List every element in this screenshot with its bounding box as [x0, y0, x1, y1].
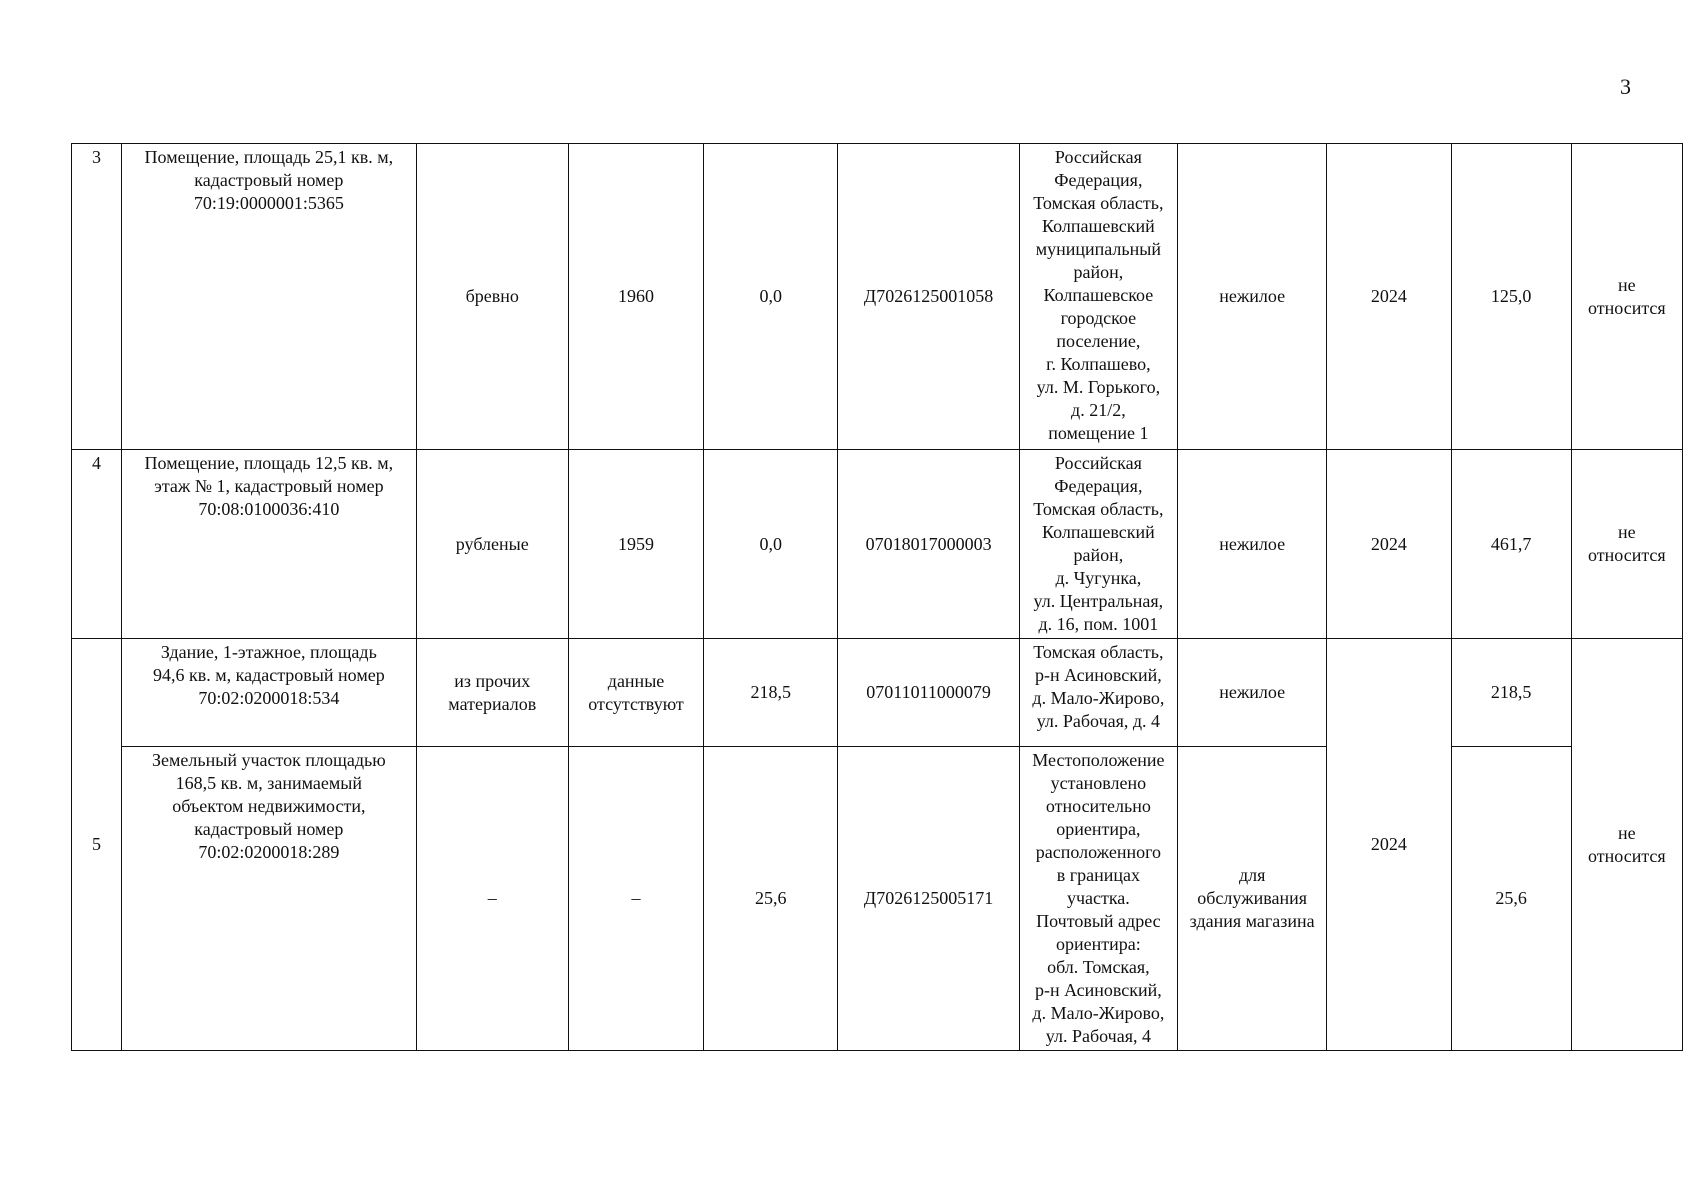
object-description: Здание, 1-этажное, площадь 94,6 кв. м, кадастровый номер 70:02:0200018:534: [122, 639, 417, 747]
construction-year: 1959: [568, 450, 703, 639]
wall-material: бревно: [416, 144, 568, 450]
row-number: 4: [72, 450, 122, 639]
plan-year: 2024: [1327, 144, 1451, 450]
page-number: 3: [1620, 74, 1631, 99]
object-address: Томская область, р-н Асиновский, д. Мало-Жирово, ул. Рабочая, д. 4: [1019, 639, 1177, 747]
table-row: [72, 144, 1683, 450]
construction-year: данные отсутствуют: [568, 639, 703, 747]
registry-code: 07018017000003: [838, 450, 1019, 639]
table-row: [72, 639, 1683, 747]
value-cell: 0,0: [704, 144, 838, 450]
wall-material: из прочих материалов: [416, 639, 568, 747]
registry-code: 07011011000079: [838, 639, 1019, 747]
value-cell: 0,0: [704, 450, 838, 639]
registry-code: Д7026125001058: [838, 144, 1019, 450]
object-address: Местоположение установлено относительно ориентира, расположенного в границах участка. Почтовый адрес ориентира: обл. Томская, р-н Асиновский, д. Мало-Жирово, ул. Рабочая, 4: [1019, 747, 1177, 1051]
object-purpose: для обслуживания здания магазина: [1178, 747, 1327, 1051]
object-area: 218,5: [1451, 639, 1571, 747]
row-number: 3: [72, 144, 122, 450]
object-purpose: нежилое: [1178, 639, 1327, 747]
object-area: 125,0: [1451, 144, 1571, 450]
object-address: Российская Федерация, Томская область, Колпашевский район, д. Чугунка, ул. Центральная, д. 16, пом. 1001: [1019, 450, 1177, 639]
plan-year: 2024: [1327, 639, 1451, 1051]
object-area: 461,7: [1451, 450, 1571, 639]
object-description: Помещение, площадь 12,5 кв. м, этаж № 1, кадастровый номер 70:08:0100036:410: [122, 450, 417, 639]
row-number: 5: [72, 639, 122, 1051]
object-purpose: нежилое: [1178, 450, 1327, 639]
object-description: Помещение, площадь 25,1 кв. м, кадастровый номер 70:19:0000001:5365: [122, 144, 417, 450]
note-cell: не относится: [1571, 450, 1682, 639]
property-registry-table: [71, 143, 1683, 1051]
object-purpose: нежилое: [1178, 144, 1327, 450]
plan-year: 2024: [1327, 450, 1451, 639]
wall-material: рубленые: [416, 450, 568, 639]
object-area: 25,6: [1451, 747, 1571, 1051]
registry-code: Д7026125005171: [838, 747, 1019, 1051]
wall-material: –: [416, 747, 568, 1051]
note-cell: не относится: [1571, 144, 1682, 450]
object-address: Российская Федерация, Томская область, Колпашевский муниципальный район, Колпашевское городское поселение, г. Колпашево, ул. М. Горького, д. 21/2, помещение 1: [1019, 144, 1177, 450]
value-cell: 218,5: [704, 639, 838, 747]
construction-year: 1960: [568, 144, 703, 450]
value-cell: 25,6: [704, 747, 838, 1051]
construction-year: –: [568, 747, 703, 1051]
note-cell: не относится: [1571, 639, 1682, 1051]
table-row: [72, 450, 1683, 639]
object-description: Земельный участок площадью 168,5 кв. м, занимаемый объектом недвижимости, кадастровый номер 70:02:0200018:289: [122, 747, 417, 1051]
